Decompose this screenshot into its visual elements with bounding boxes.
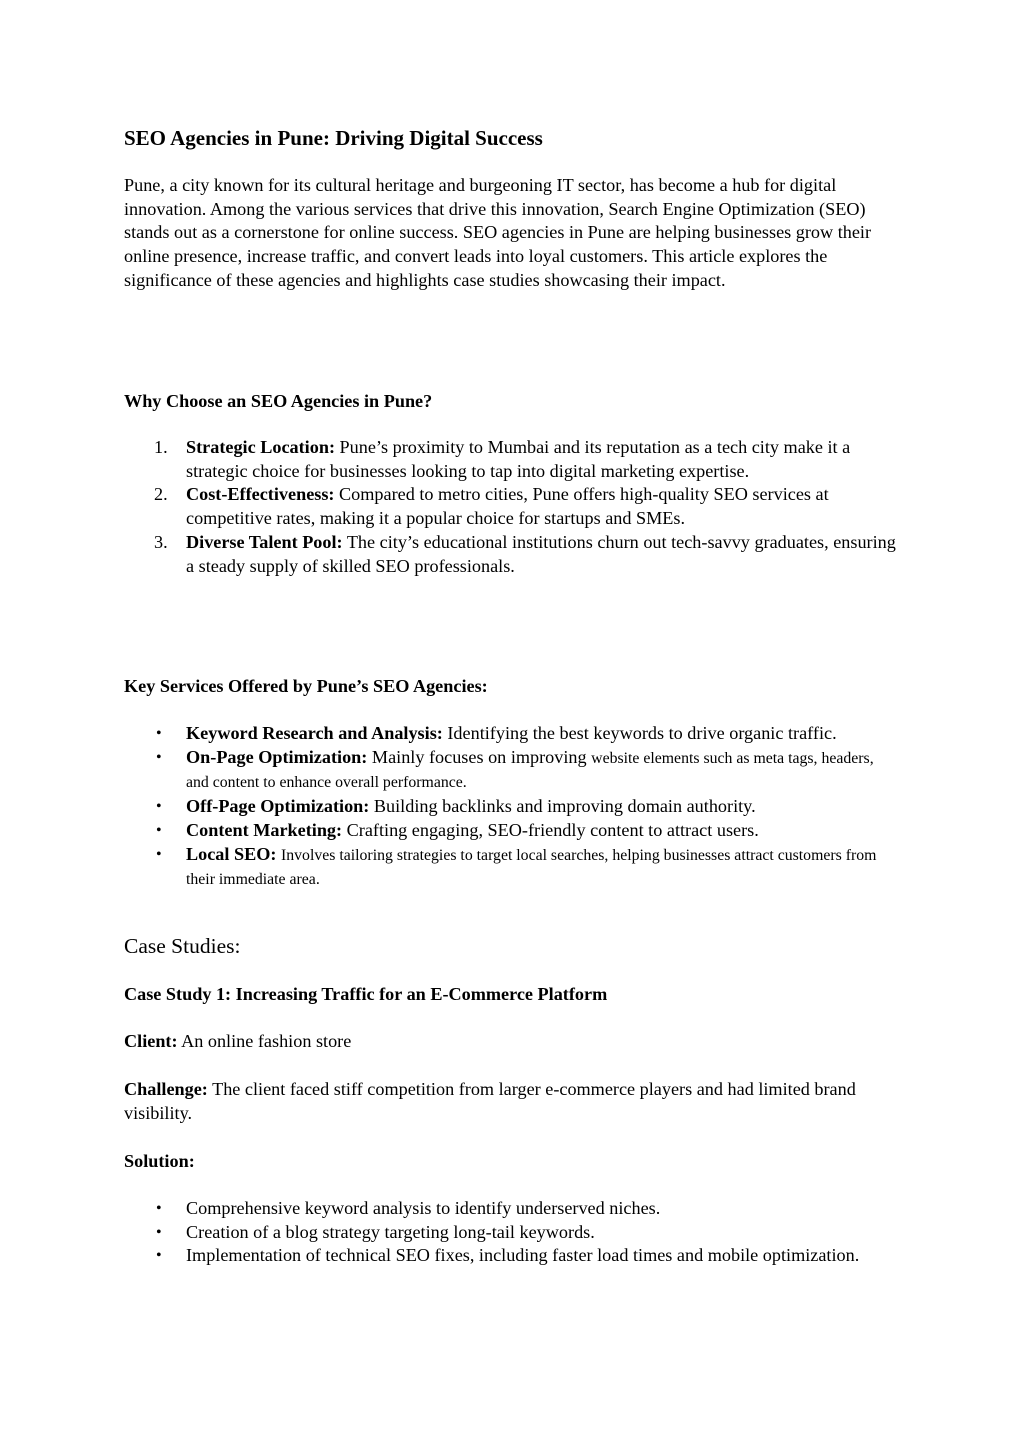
challenge-paragraph [124, 1078, 899, 1125]
case-study-title: Case Study 1: Increasing Traffic for an E-Commerce Platform [124, 984, 608, 1004]
why-item-text: Pune’s proximity to Mumbai and its reputation as a tech city make it a strategic choice for businesses looking to tap into digital marketing expertise. [186, 437, 851, 481]
bullet-icon: • [156, 1247, 162, 1265]
service-item [124, 795, 899, 819]
list-number: 3. [154, 531, 168, 552]
case-studies-heading: Case Studies: [124, 934, 241, 958]
page-title: SEO Agencies in Pune: Driving Digital Success [124, 126, 543, 150]
solution-text: Creation of a blog strategy targeting long-tail keywords. [186, 1221, 595, 1242]
service-text: Crafting engaging, SEO-friendly content to attract users. [342, 819, 759, 840]
service-text: Mainly focuses on improving [367, 746, 592, 767]
list-number: 2. [154, 484, 168, 505]
service-item [124, 843, 899, 892]
service-label: Content Marketing: [186, 819, 343, 840]
service-label: Keyword Research and Analysis: [186, 723, 443, 743]
why-item-label: Cost-Effectiveness: [186, 484, 335, 505]
solution-text: Implementation of technical SEO fixes, including faster load times and mobile optimization. [186, 1245, 860, 1266]
why-item-text: Compared to metro cities, Pune offers high-quality SEO services at competitive rates, making it a popular choice for startups and SMEs. [186, 484, 829, 529]
why-item-label: Strategic Location: [186, 437, 335, 457]
bullet-icon: • [156, 748, 162, 766]
solution-text: Comprehensive keyword analysis to identify underserved niches. [186, 1198, 661, 1218]
service-item [124, 746, 899, 795]
why-item-text: The city’s educational institutions churn out tech-savvy graduates, ensuring a steady supply of skilled SEO professionals. [186, 531, 896, 576]
solution-list [124, 1197, 899, 1268]
client-label: Client: [124, 1031, 178, 1051]
service-label: Local SEO: [186, 843, 277, 864]
list-number: 1. [154, 437, 168, 457]
intro-paragraph: Pune, a city known for its cultural heritage and burgeoning IT sector, has become a hub for digital innovation. Among the various services that drive this innovation, Search Engine Optimization (SEO) stands out as a cornerstone for online success. SEO agencies in Pune are helping businesses grow their online presence, increase traffic, and convert leads into loyal customers. This article explores the significance of these agencies and highlights case studies showcasing their impact. [124, 175, 872, 290]
services-heading: Key Services Offered by Pune’s SEO Agencies: [124, 676, 488, 696]
bullet-icon: • [156, 821, 162, 839]
client-line [124, 1030, 899, 1054]
why-list [124, 436, 899, 578]
why-item [124, 436, 899, 483]
bullet-icon: • [156, 798, 162, 816]
challenge-label: Challenge: [124, 1079, 208, 1099]
service-text-small: Involves tailoring strategies to target local searches, helping businesses attract customers from their immediate area. [186, 846, 877, 889]
service-text-small: website elements such as meta tags, headers, and content to enhance overall performance. [186, 749, 874, 792]
bullet-icon: • [156, 845, 162, 863]
service-item [124, 819, 899, 843]
client-text: An online fashion store [177, 1031, 352, 1051]
service-text: Identifying the best keywords to drive organic traffic. [442, 723, 837, 743]
bullet-icon: • [156, 1200, 162, 1217]
why-item [124, 531, 899, 578]
service-item [124, 722, 899, 746]
bullet-icon: • [156, 725, 162, 742]
solution-item [124, 1244, 899, 1268]
solution-item [124, 1197, 899, 1221]
challenge-text: The client faced stiff competition from larger e-commerce players and had limited brand visibility. [124, 1079, 856, 1123]
service-text: Building backlinks and improving domain authority. [369, 796, 756, 817]
service-label: On-Page Optimization: [186, 746, 368, 767]
solution-item [124, 1221, 899, 1245]
service-label: Off-Page Optimization: [186, 796, 370, 817]
why-heading: Why Choose an SEO Agencies in Pune? [124, 391, 433, 411]
bullet-icon: • [156, 1223, 162, 1241]
services-list [124, 722, 899, 892]
solution-heading: Solution: [124, 1151, 195, 1171]
why-item [124, 483, 899, 530]
why-item-label: Diverse Talent Pool: [186, 531, 343, 552]
